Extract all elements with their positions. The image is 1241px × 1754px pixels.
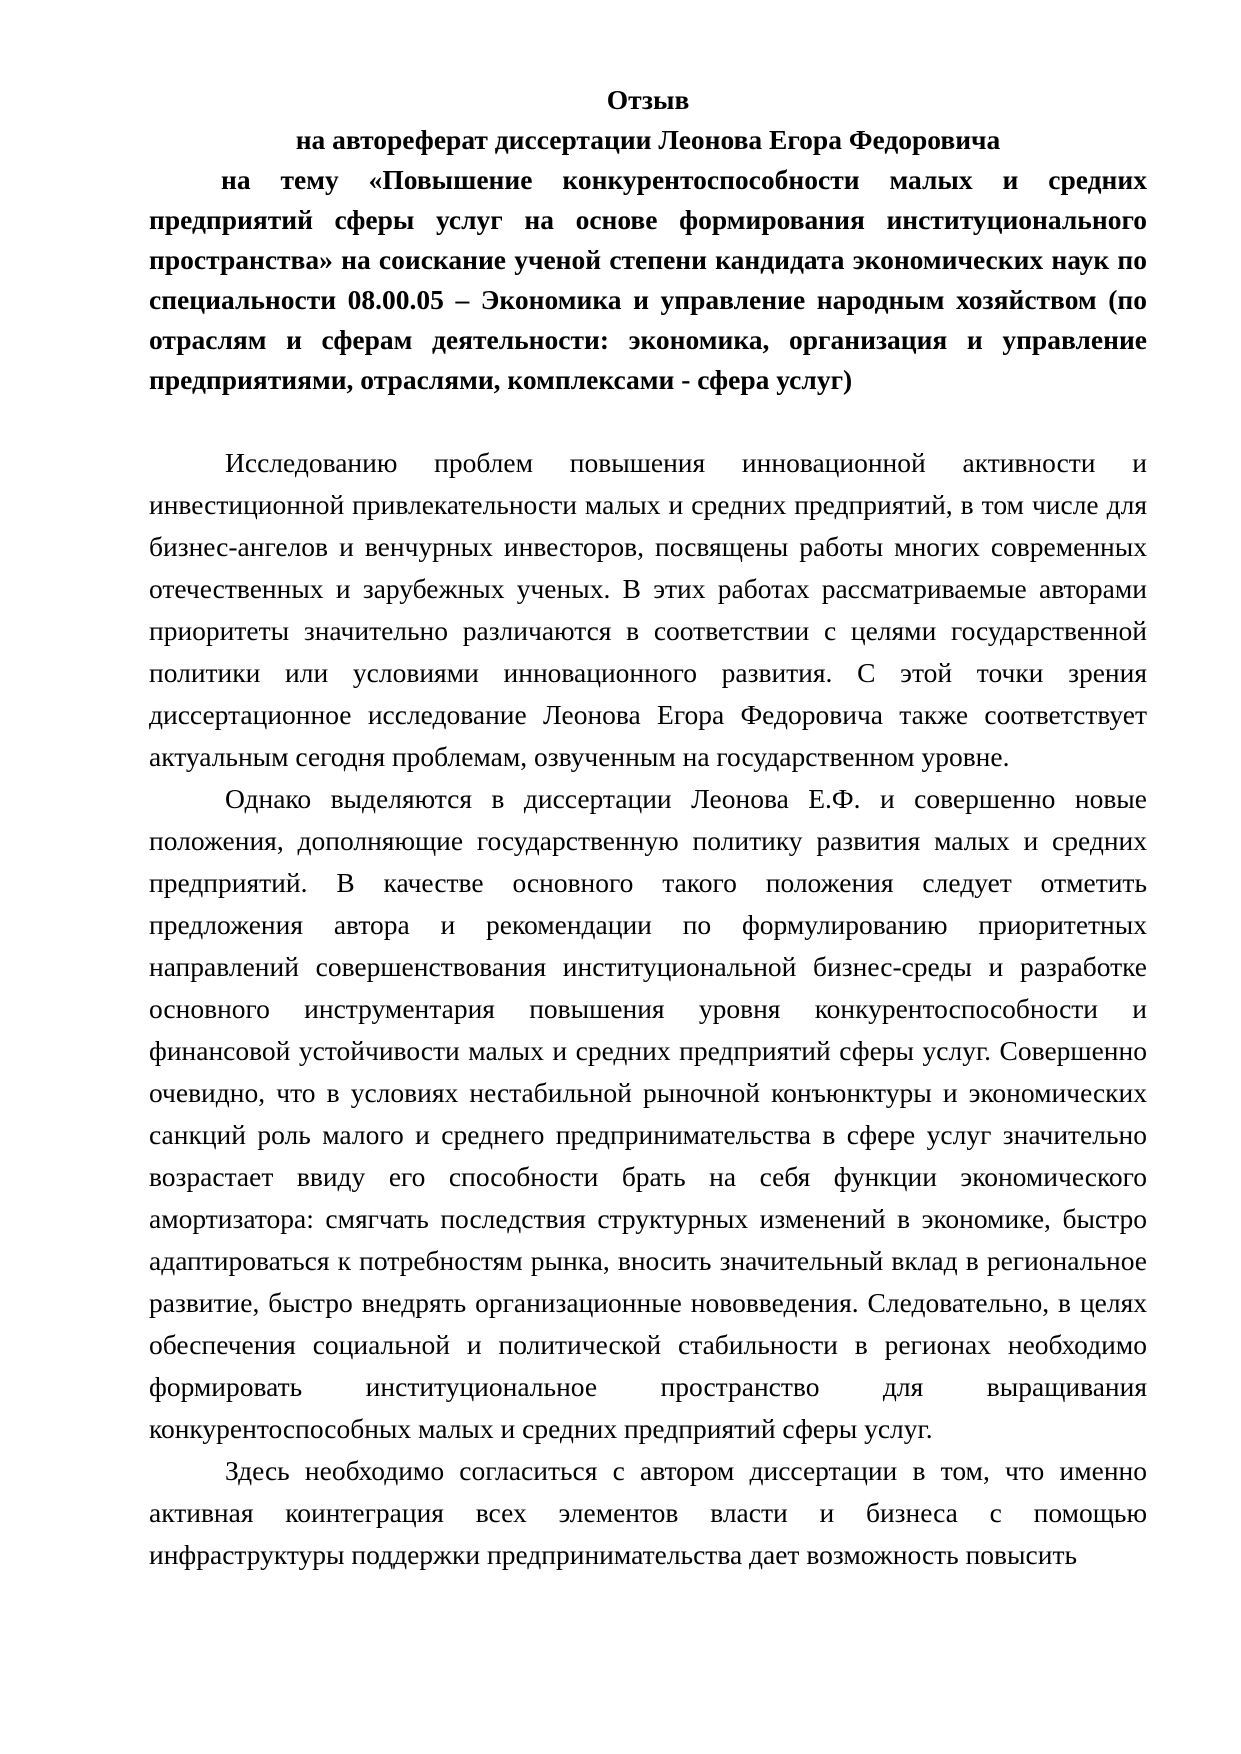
document-topic: на тему «Повышение конкурентоспособности малых и средних предприятий сферы услуг на основе формирования институционального пространства» на соискание ученой степени кандидата экономических наук по специальности 08.00.05 – Экономика и управление народным хозяйством (по отраслям и сферам деятельности: экономика, организация и управление предприятиями, отраслями, комплексами - сфера услуг)	[149, 164, 1147, 395]
paragraph-3: Здесь необходимо согласиться с автором диссертации в том, что именно активная коинтеграция всех элементов власти и бизнеса с помощью инфраструктуры поддержки предпринимательства дает возможность повысить	[149, 1455, 1147, 1570]
paragraph-2: Однако выделяются в диссертации Леонова Е.Ф. и совершенно новые положения, дополняющие государственную политику развития малых и средних предприятий. В качестве основного такого положения следует отметить предложения автора и рекомендации по формулированию приоритетных направлений совершенствования институциональной бизнес-среды и разработке основного инструментария повышения уровня конкурентоспособности и финансовой устойчивости малых и средних предприятий сферы услуг. Совершенно очевидно, что в условиях нестабильной рыночной конъюнктуры и экономических санкций роль малого и среднего предпринимательства в сфере услуг значительно возрастает ввиду его способности брать на себя функции экономического амортизатора: смягчать последствия структурных изменений в экономике, быстро адаптироваться к потребностям рынка, вносить значительный вклад в региональное развитие, быстро внедрять организационные нововведения. Следовательно, в целях обеспечения социальной и политической стабильности в регионах необходимо формировать институциональное пространство для выращивания конкурентоспособных малых и средних предприятий сферы услуг.	[149, 783, 1147, 1444]
document-page	[149, 80, 1147, 1576]
document-subtitle: на автореферат диссертации Леонова Егора Федоровича	[295, 124, 1001, 155]
document-body	[149, 442, 1147, 1576]
paragraph-1: Исследованию проблем повышения инновационной активности и инвестиционной привлекательности малых и средних предприятий, в том числе для бизнес-ангелов и венчурных инвесторов, посвящены работы многих современных отечественных и зарубежных ученых. В этих работах рассматриваемые авторами приоритеты значительно различаются в соответствии с целями государственной политики или условиями инновационного развития. С этой точки зрения диссертационное исследование Леонова Егора Федоровича также соответствует актуальным сегодня проблемам, озвученным на государственном уровне.	[149, 447, 1147, 772]
document-title: Отзыв	[606, 84, 690, 115]
